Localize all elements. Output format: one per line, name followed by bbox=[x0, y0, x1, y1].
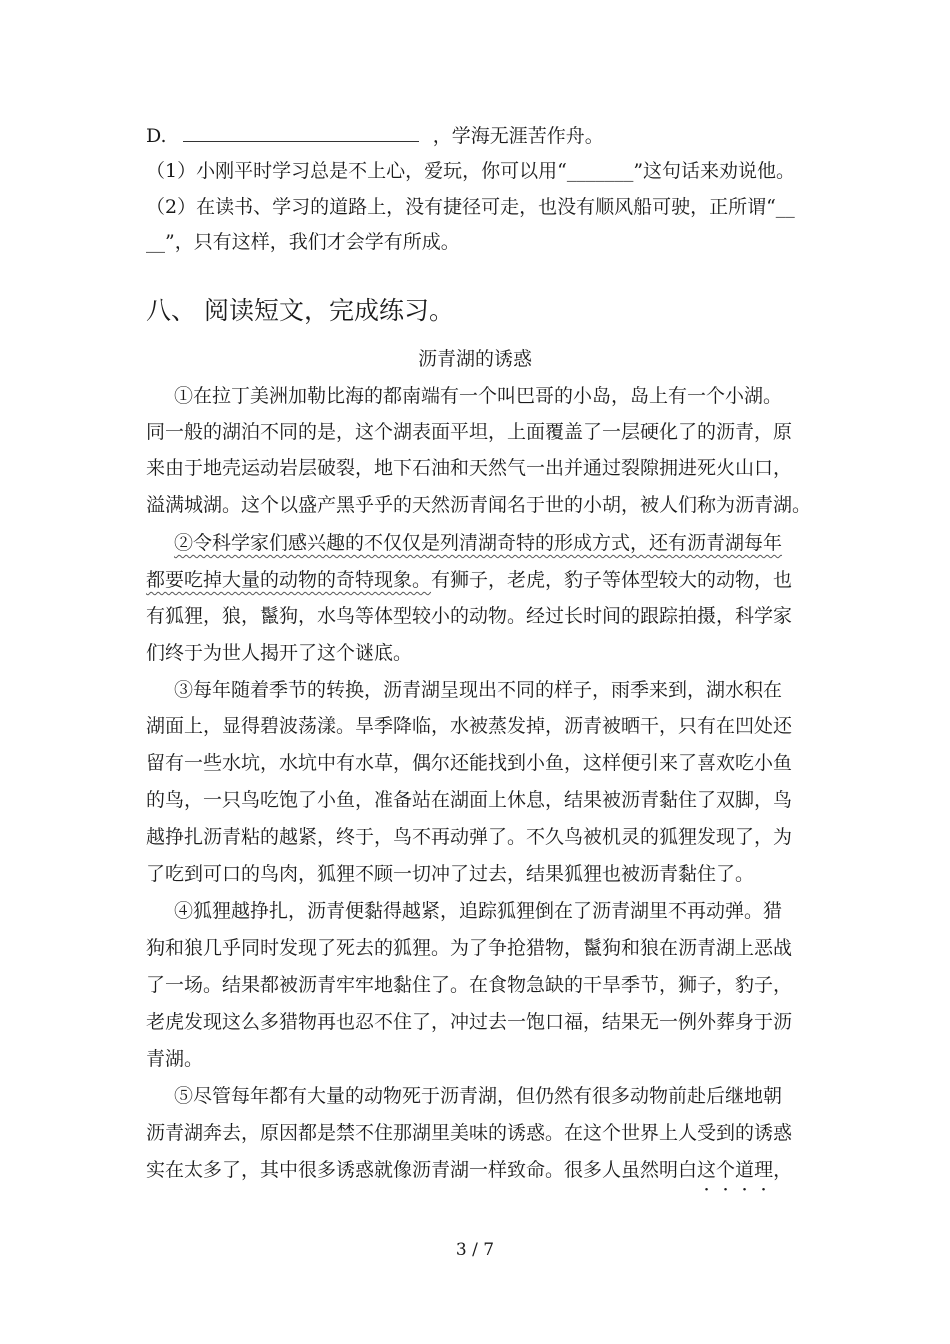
article-line: 越挣扎沥青粘的越紧，终于，鸟不再动弹了。不久鸟被机灵的狐狸发现了，为 bbox=[146, 826, 793, 848]
article-line: 湖面上，显得碧波荡漾。旱季降临，水被蒸发掉，沥青被晒干，只有在凹处还 bbox=[146, 715, 793, 737]
page-number: 3 / 7 bbox=[455, 1240, 495, 1260]
article-line-underlined: ②令科学家们感兴趣的不仅仅是列清湖奇特的形成方式，还有沥青湖每年 bbox=[174, 532, 783, 554]
article-line: 溢满城湖。这个以盛产黑乎乎的天然沥青闻名于世的小胡，被人们称为沥青湖。 bbox=[146, 494, 812, 516]
emphasis-dotted-phrase bbox=[697, 1159, 773, 1181]
question-2-line-2: __”，只有这样，我们才会学有所成。 bbox=[146, 231, 460, 253]
underlined-phrase: 都要吃掉大量的动物的奇特现象。 bbox=[146, 569, 432, 591]
article-line-rest: 有狮子，老虎，豹子等体型较大的动物，也 bbox=[431, 569, 793, 591]
article-line bbox=[146, 566, 792, 594]
dotted-char: 这 bbox=[697, 1159, 717, 1181]
question-1-blank[interactable]: _______ bbox=[566, 160, 634, 182]
dotted-char: 个 bbox=[716, 1159, 736, 1181]
question-2-line-1: （2）在读书、学习的道路上，没有捷径可走，也没有顺风船可驶，正所谓“__ bbox=[146, 196, 795, 218]
article-line: ③每年随着季节的转换，沥青湖呈现出不同的样子，雨季来到，湖水积在 bbox=[174, 679, 783, 701]
question-1-text-b: ”这句话来劝说他。 bbox=[633, 160, 796, 182]
article-line-text: 实在太多了，其中很多诱惑就像沥青湖一样致命。很多人虽然明白 bbox=[146, 1159, 698, 1181]
article-line-comma: ， bbox=[773, 1159, 793, 1181]
dotted-char: 道 bbox=[735, 1159, 755, 1181]
article-line: 狗和狼几乎同时发现了死去的狐狸。为了争抢猎物，鬣狗和狼在沥青湖上恶战 bbox=[146, 937, 793, 959]
question-1 bbox=[146, 157, 795, 185]
article-line: 们终于为世人揭开了这个谜底。 bbox=[146, 642, 413, 664]
article-line: 同一般的湖泊不同的是，这个湖表面平坦，上面覆盖了一层硬化了的沥青，原 bbox=[146, 421, 793, 443]
article-line: 青湖。 bbox=[146, 1048, 204, 1070]
article-line: ④狐狸越挣扎，沥青便黏得越紧，追踪狐狸倒在了沥青湖里不再动弹。猎 bbox=[174, 900, 783, 922]
option-d-suffix: ，学海无涯苦作舟。 bbox=[432, 125, 604, 147]
article-title: 沥青湖的诱惑 bbox=[417, 348, 532, 370]
option-d bbox=[146, 121, 604, 150]
article-line: 了吃到可口的鸟肉，狐狸不顾一切冲了过去，结果狐狸也被沥青黏住了。 bbox=[146, 863, 755, 885]
article-line: 了一场。结果都被沥青牢牢地黏住了。在食物急缺的干旱季节，狮子，豹子， bbox=[146, 974, 793, 996]
dotted-char: 理 bbox=[754, 1159, 774, 1181]
article-line: 沥青湖奔去，原因都是禁不住那湖里美味的诱惑。在这个世界上人受到的诱惑 bbox=[146, 1122, 793, 1144]
article-line: 留有一些水坑，水坑中有水草，偶尔还能找到小鱼，这样便引来了喜欢吃小鱼 bbox=[146, 752, 793, 774]
article-line: 有狐狸，狼，鬣狗，水鸟等体型较小的动物。经过长时间的跟踪拍摄，科学家 bbox=[146, 605, 793, 627]
article-line: 的鸟，一只鸟吃饱了小鱼，准备站在湖面上休息，结果被沥青黏住了双脚，鸟 bbox=[146, 789, 793, 811]
section-heading: 八、 阅读短文，完成练习。 bbox=[146, 296, 454, 325]
article-line: ①在拉丁美洲加勒比海的都南端有一个叫巴哥的小岛，岛上有一个小湖。 bbox=[174, 385, 783, 407]
article-line bbox=[146, 1156, 792, 1184]
option-d-prefix: D. bbox=[146, 125, 167, 147]
answer-blank[interactable] bbox=[183, 121, 419, 142]
question-1-text-a: （1）小刚平时学习总是不上心，爱玩，你可以用“ bbox=[146, 160, 567, 182]
article-line: ⑤尽管每年都有大量的动物死于沥青湖，但仍然有很多动物前赴后继地朝 bbox=[174, 1085, 783, 1107]
article-line: 老虎发现这么多猎物再也忍不住了，冲过去一饱口福，结果无一例外葬身于沥 bbox=[146, 1011, 793, 1033]
article-line: 来由于地壳运动岩层破裂，地下石油和天然气一出并通过裂隙拥进死火山口， bbox=[146, 457, 793, 479]
